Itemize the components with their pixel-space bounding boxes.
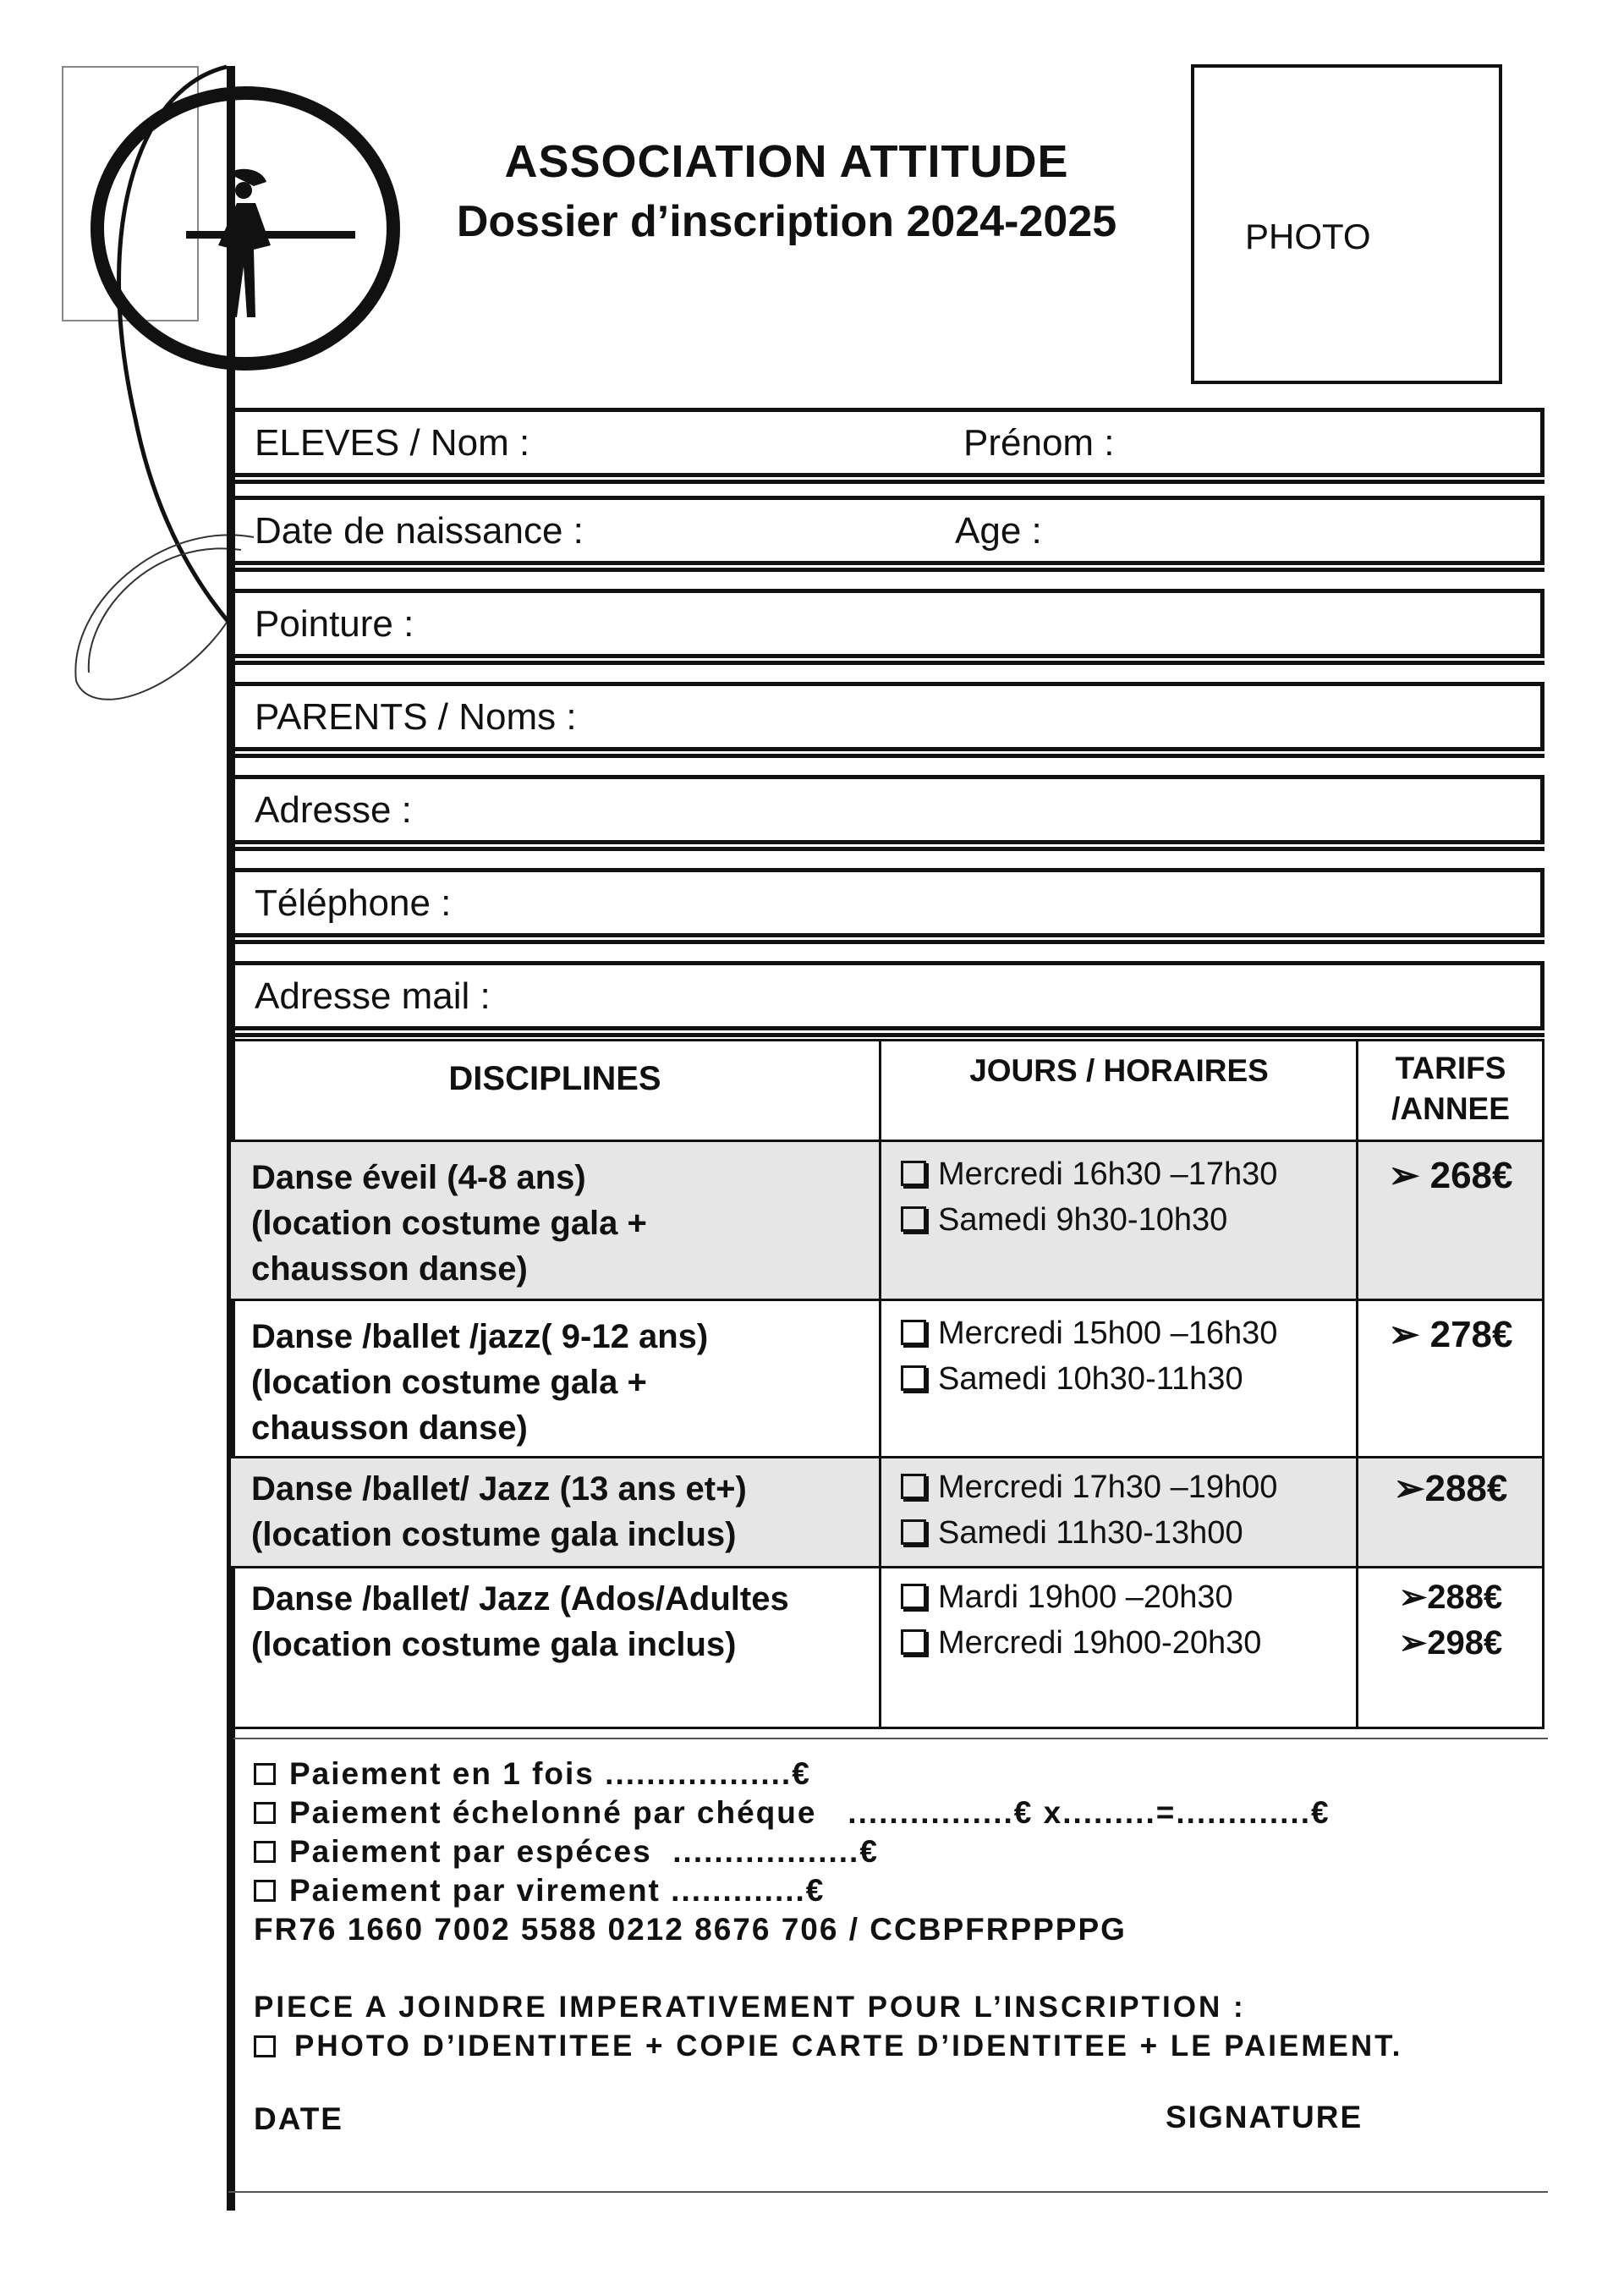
payment-text: Paiement échelonné par chéque ................€ x.........=.............€ [289, 1795, 1330, 1830]
section-divider [233, 1738, 1548, 1739]
field-email[interactable] [228, 961, 1544, 1030]
field-shoe-size[interactable] [228, 589, 1544, 658]
checkbox-icon[interactable] [901, 1519, 926, 1545]
payment-option-cash[interactable] [254, 1832, 1522, 1871]
field-parents-names[interactable] [228, 682, 1544, 751]
schedule-text: Mercredi 15h00 –16h30 [938, 1316, 1278, 1351]
schedule-text: Mercredi 19h00-20h30 [938, 1625, 1262, 1661]
header-schedule: JOURS / HORAIRES [969, 1053, 1269, 1088]
price-value: ➢ 268€ [1388, 1155, 1513, 1196]
discipline-line: chausson danse) [251, 1409, 528, 1447]
discipline-line: (location costume gala inclus) [251, 1626, 737, 1663]
payment-text: Paiement par espéces ..................€ [289, 1834, 879, 1869]
field-label: Pointure : [255, 603, 414, 645]
table-row-schedule [882, 1458, 1356, 1556]
field-address[interactable] [228, 775, 1544, 844]
header-prices-line1: TARIFS [1395, 1051, 1506, 1085]
payment-option-transfer[interactable] [254, 1871, 1522, 1910]
table-row-discipline [231, 1568, 879, 1667]
checkbox-icon[interactable] [901, 1474, 926, 1499]
price-value: ➢298€ [1398, 1624, 1503, 1662]
discipline-line: Danse /ballet /jazz( 9-12 ans) [251, 1318, 709, 1355]
documents-text: PHOTO D’IDENTITEE + COPIE CARTE D’IDENTITEE + LE PAIEMENT. [294, 2030, 1403, 2063]
discipline-line: Danse /ballet/ Jazz (13 ans et+) [251, 1470, 747, 1508]
field-label-firstname: Prénom : [963, 422, 1115, 464]
table-row-schedule [882, 1300, 1356, 1402]
table-row-schedule [882, 1141, 1356, 1243]
table-row-price [1359, 1300, 1542, 1358]
schedule-option[interactable] [901, 1510, 1356, 1556]
table-row-price [1359, 1458, 1542, 1512]
schedule-option[interactable] [901, 1464, 1356, 1510]
checkbox-icon[interactable] [254, 1841, 276, 1863]
schedule-option[interactable] [901, 1574, 1356, 1620]
discipline-line: (location costume gala + [251, 1205, 647, 1242]
checkbox-icon[interactable] [901, 1584, 926, 1609]
field-label: PARENTS / Noms : [255, 696, 577, 738]
price-value: ➢288€ [1393, 1468, 1508, 1509]
payment-option-single[interactable] [254, 1755, 1522, 1793]
checkbox-icon[interactable] [254, 1802, 276, 1824]
field-label-age: Age : [955, 510, 1042, 552]
date-label: DATE [254, 2101, 343, 2136]
field-birthdate[interactable] [228, 496, 1544, 565]
price-value: ➢ 278€ [1388, 1314, 1513, 1355]
header-disciplines: DISCIPLINES [448, 1060, 661, 1097]
checkbox-icon[interactable] [901, 1365, 926, 1391]
disciplines-table [228, 1039, 1544, 1729]
field-phone[interactable] [228, 868, 1544, 937]
field-label: Date de naissance : [255, 510, 584, 552]
table-row-discipline [231, 1141, 879, 1292]
dancer-icon [186, 169, 355, 317]
schedule-option[interactable] [901, 1151, 1356, 1197]
photo-label: PHOTO [1245, 217, 1371, 256]
checkbox-icon[interactable] [901, 1629, 926, 1655]
table-row-discipline [231, 1300, 879, 1451]
schedule-option[interactable] [901, 1356, 1356, 1402]
documents-title: PIECE A JOINDRE IMPERATIVEMENT POUR L’INSCRIPTION : [254, 1991, 1246, 2024]
association-title: ASSOCIATION ATTITUDE [504, 136, 1069, 187]
schedule-text: Samedi 11h30-13h00 [938, 1515, 1243, 1551]
bottom-rule [228, 2191, 1548, 2193]
field-student-name[interactable] [228, 408, 1544, 477]
payment-option-installments[interactable] [254, 1793, 1522, 1832]
field-label: Adresse : [255, 789, 412, 831]
schedule-text: Samedi 9h30-10h30 [938, 1202, 1228, 1238]
checkbox-icon[interactable] [901, 1161, 926, 1186]
header-prices-line2: /ANNEE [1391, 1091, 1510, 1126]
required-documents [254, 1988, 1522, 2066]
photo-box[interactable] [1191, 64, 1502, 384]
header-prices [1359, 1048, 1542, 1129]
table-row-schedule [882, 1568, 1356, 1666]
price-value: ➢288€ [1398, 1579, 1503, 1616]
field-label: Téléphone : [255, 882, 452, 924]
checkbox-icon[interactable] [254, 1880, 276, 1902]
documents-item[interactable] [254, 2027, 1522, 2066]
discipline-line: chausson danse) [251, 1250, 528, 1288]
table-row-price [1359, 1141, 1542, 1199]
discipline-line: (location costume gala inclus) [251, 1516, 737, 1553]
signature-label: SIGNATURE [1166, 2100, 1363, 2134]
checkbox-icon[interactable] [254, 1763, 276, 1785]
field-label: Adresse mail : [255, 975, 491, 1017]
form-subtitle: Dossier d’inscription 2024-2025 [456, 197, 1117, 246]
checkbox-icon[interactable] [901, 1206, 926, 1232]
schedule-option[interactable] [901, 1310, 1356, 1356]
discipline-line: Danse /ballet/ Jazz (Ados/Adultes [251, 1580, 789, 1618]
schedule-option[interactable] [901, 1197, 1356, 1243]
iban-text: FR76 1660 7002 5588 0212 8676 706 / CCBPFRPPPPG [254, 1912, 1127, 1947]
discipline-line: (location costume gala + [251, 1364, 647, 1401]
table-row-discipline [231, 1458, 879, 1557]
field-label: ELEVES / Nom : [255, 422, 530, 464]
checkbox-icon[interactable] [901, 1320, 926, 1345]
payment-options [254, 1755, 1522, 1949]
payment-text: Paiement par virement .............€ [289, 1873, 826, 1908]
payment-text: Paiement en 1 fois ..................€ [289, 1756, 811, 1791]
schedule-text: Mardi 19h00 –20h30 [938, 1579, 1233, 1615]
checkbox-icon[interactable] [254, 2035, 276, 2057]
table-row-price [1359, 1568, 1542, 1666]
schedule-option[interactable] [901, 1620, 1356, 1666]
schedule-text: Samedi 10h30-11h30 [938, 1361, 1243, 1397]
schedule-text: Mercredi 17h30 –19h00 [938, 1469, 1278, 1505]
schedule-text: Mercredi 16h30 –17h30 [938, 1156, 1278, 1192]
discipline-line: Danse éveil (4-8 ans) [251, 1159, 586, 1196]
